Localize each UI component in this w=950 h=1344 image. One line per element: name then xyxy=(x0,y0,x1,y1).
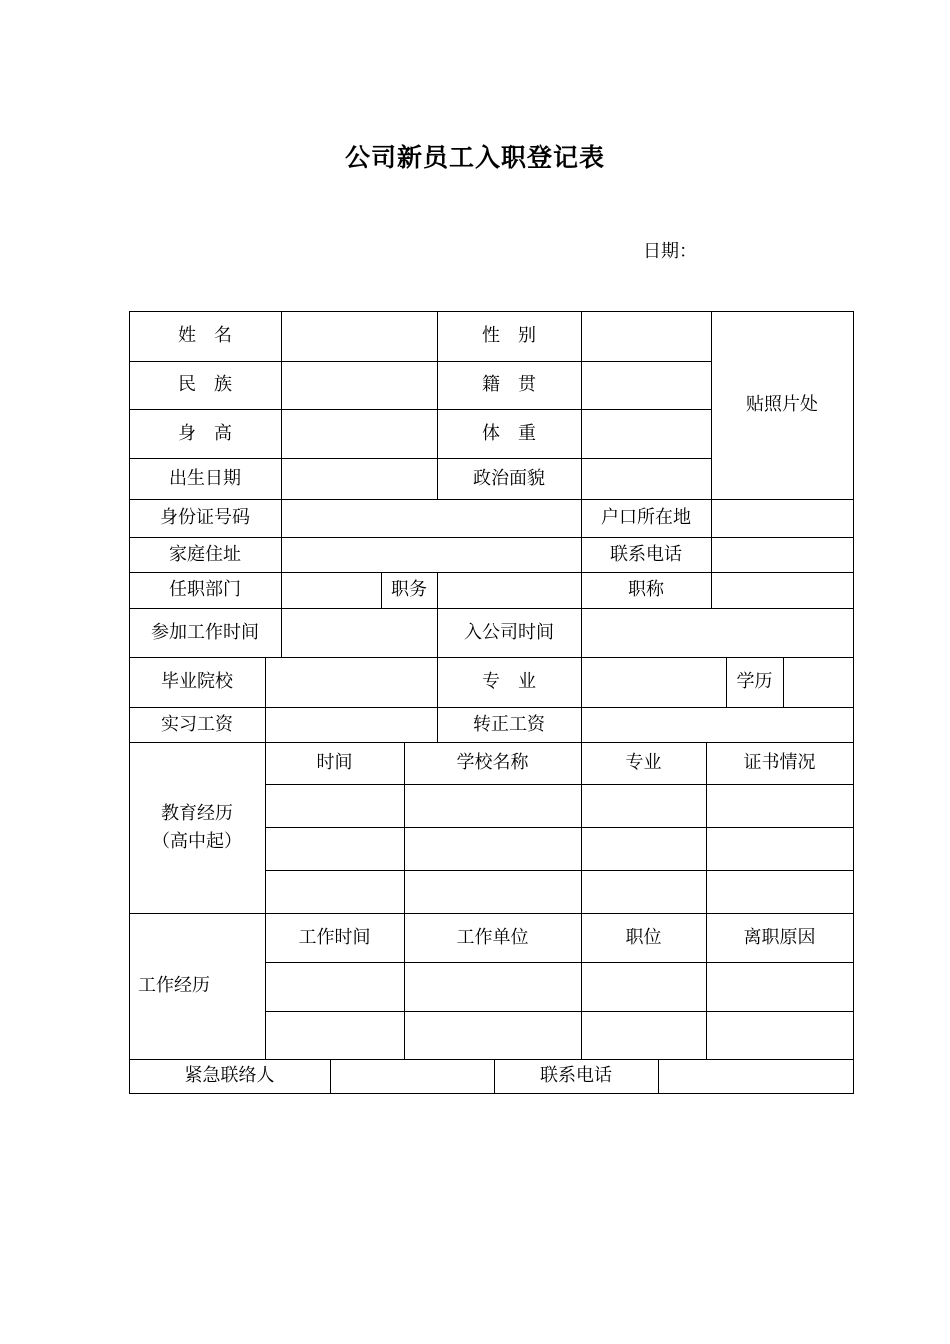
weight-label: 体 重 xyxy=(482,422,536,444)
id-number-label: 身份证号码 xyxy=(160,507,250,529)
birth-date-field[interactable] xyxy=(281,458,437,499)
join-date-field[interactable] xyxy=(581,608,853,657)
emergency-phone-label: 联系电话 xyxy=(540,1065,612,1087)
home-address-field[interactable] xyxy=(281,537,581,572)
work-header-leave-reason: 离职原因 xyxy=(743,926,816,948)
work-start-field[interactable] xyxy=(281,608,437,657)
degree-label: 学历 xyxy=(736,671,773,693)
native-place-label: 籍 贯 xyxy=(482,374,536,396)
photo-placeholder: 贴照片处 xyxy=(746,394,818,416)
emergency-contact-label: 紧急联络人 xyxy=(184,1065,275,1087)
join-date-label: 入公司时间 xyxy=(464,621,554,643)
major-field[interactable] xyxy=(581,657,726,707)
education-header-certificate: 证书情况 xyxy=(743,752,816,774)
gender-label: 性 别 xyxy=(482,325,536,347)
education-label: 教育经历 xyxy=(161,802,233,824)
gender-field[interactable] xyxy=(581,311,711,361)
duty-label: 职务 xyxy=(391,579,427,601)
job-title-label: 职称 xyxy=(628,579,664,601)
name-field[interactable] xyxy=(281,311,437,361)
intern-salary-label: 实习工资 xyxy=(161,713,233,735)
job-title-field[interactable] xyxy=(711,572,853,608)
work-experience-label: 工作经历 xyxy=(138,975,210,997)
regular-salary-field[interactable] xyxy=(581,707,853,742)
department-label: 任职部门 xyxy=(169,579,241,601)
duty-field[interactable] xyxy=(437,572,581,608)
political-status-label: 政治面貌 xyxy=(473,467,545,489)
id-number-field[interactable] xyxy=(281,499,581,537)
home-address-label: 家庭住址 xyxy=(169,543,241,565)
page-title: 公司新员工入职登记表 xyxy=(344,143,605,172)
education-header-major: 专业 xyxy=(625,752,662,774)
work-header-employer: 工作单位 xyxy=(456,926,529,948)
emergency-contact-field[interactable] xyxy=(330,1059,494,1093)
hukou-location-label: 户口所在地 xyxy=(601,507,691,529)
birth-date-label: 出生日期 xyxy=(169,467,241,489)
education-header-school: 学校名称 xyxy=(456,752,529,774)
regular-salary-label: 转正工资 xyxy=(473,713,545,735)
contact-phone-field[interactable] xyxy=(711,537,853,572)
native-place-field[interactable] xyxy=(581,361,711,409)
work-header-time: 工作时间 xyxy=(298,926,371,948)
department-field[interactable] xyxy=(281,572,381,608)
education-section-label xyxy=(129,742,265,913)
height-field[interactable] xyxy=(281,409,437,458)
contact-phone-label: 联系电话 xyxy=(610,543,682,565)
date-label: 日期： xyxy=(643,241,697,262)
school-field[interactable] xyxy=(265,657,437,707)
education-header-time: 时间 xyxy=(316,752,353,774)
name-label: 姓 名 xyxy=(178,325,232,347)
work-start-label: 参加工作时间 xyxy=(151,621,259,643)
weight-field[interactable] xyxy=(581,409,711,458)
ethnicity-field[interactable] xyxy=(281,361,437,409)
intern-salary-field[interactable] xyxy=(265,707,437,742)
ethnicity-label: 民 族 xyxy=(178,374,232,396)
political-status-field[interactable] xyxy=(581,458,711,499)
height-label: 身 高 xyxy=(178,422,232,444)
education-label-note: （高中起） xyxy=(152,830,242,852)
school-label: 毕业院校 xyxy=(161,671,233,693)
emergency-phone-field[interactable] xyxy=(658,1059,853,1093)
major-label: 专 业 xyxy=(482,671,536,693)
work-header-position: 职位 xyxy=(625,926,662,948)
degree-field[interactable] xyxy=(783,657,853,707)
hukou-location-field[interactable] xyxy=(711,499,853,537)
